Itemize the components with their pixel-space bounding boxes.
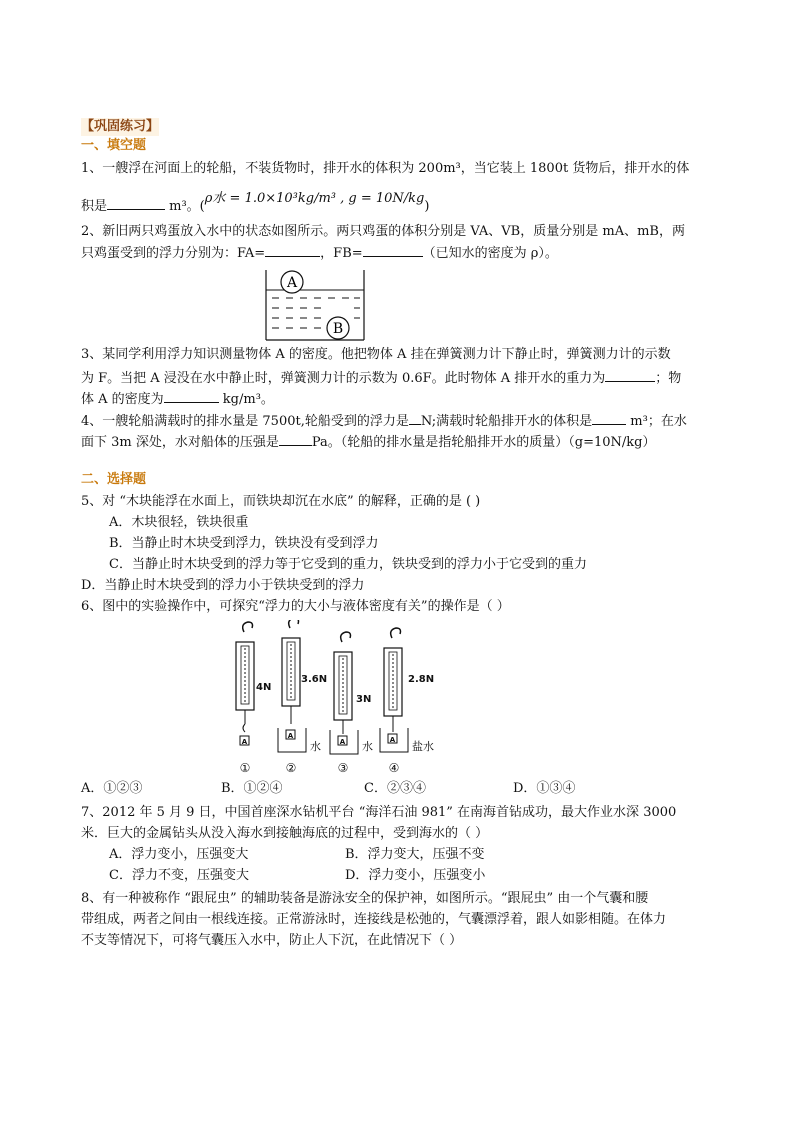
reading-4: 2.8N <box>408 674 435 685</box>
reading-3: 3N <box>356 694 372 705</box>
q4-line2 <box>81 432 656 452</box>
q6-option-d: D．①③④ <box>513 781 576 796</box>
q4-text-e: Pa。（轮船的排水量是指轮船排开水的质量）（g=10N/kg） <box>311 435 656 450</box>
q5-option-b: B．当静止时木块受到浮力，铁块没有受到浮力 <box>109 536 379 551</box>
q6-option-c: C．②③④ <box>364 781 426 796</box>
liquid-4: 盐水 <box>412 740 434 753</box>
q2-text-a: 只鸡蛋受到的浮力分别为：FA= <box>81 246 266 261</box>
q3-line2 <box>81 368 681 388</box>
q6-option-a: A．①②③ <box>81 781 143 796</box>
q1-blank <box>107 196 165 210</box>
q8-line2: 带组成，两者之间由一根线连接。正常游泳时，连接线是松弛的，气囊漂浮着，跟人如影相随。在体力 <box>81 912 667 927</box>
q1-text-a: 积是 <box>81 199 108 214</box>
q3-blank-density <box>164 389 219 403</box>
q3-line3 <box>81 389 274 409</box>
q7-option-d: D．浮力变小，压强变小 <box>345 868 486 883</box>
q7-line1: 7、2012 年 5 月 9 日，中国首座深水钻机平台 “海洋石油 981” 在南海首钻成功，最大作业水深 3000 <box>81 805 677 820</box>
block-4-label: A <box>389 736 396 744</box>
q2-blank-fa <box>265 243 320 257</box>
q5-option-a: A．木块很轻，铁块很重 <box>109 515 249 530</box>
q5-stem: 5、对 “木块能浮在水面上，而铁块却沉在水底” 的解释，正确的是 ( ) <box>81 494 481 509</box>
q3-text-d: kg/m³。 <box>218 392 274 407</box>
section-fill-heading: 一、填空题 <box>81 138 147 153</box>
q2-text-b: ，FB= <box>320 246 363 261</box>
num-3: ③ <box>337 761 349 775</box>
q4-blank-force <box>409 411 421 425</box>
q4-blank-volume <box>592 411 626 425</box>
block-2-label: A <box>287 732 294 740</box>
q3-text-c: 体 A 的密度为 <box>81 392 164 407</box>
reading-1: 4N <box>256 682 272 693</box>
q2-line2 <box>81 243 558 263</box>
q4-text-b: N;满载时轮船排开水的体积是 <box>420 414 593 429</box>
q3-line1: 3、某同学利用浮力知识测量物体 A 的密度。他把物体 A 挂在弹簧测力计下静止时，弹簧测力计的示数 <box>81 347 671 362</box>
num-1: ① <box>239 761 251 775</box>
practice-tag: 【巩固练习】 <box>81 119 160 134</box>
q3-text-a: 为 F。当把 A 浸没在水中静止时，弹簧测力计的示数为 0.6F。此时物体 A 排开水的重力为 <box>81 371 606 386</box>
q6-option-b: B．①②④ <box>221 781 283 796</box>
q4-text-a: 4、一艘轮船满载时的排水量是 7500t,轮船受到的浮力是 <box>81 414 409 429</box>
q7-option-a: A．浮力变小，压强变大 <box>109 847 249 862</box>
q5-option-d: D．当静止时木块受到的浮力小于铁块受到的浮力 <box>81 578 365 593</box>
egg-beaker-figure <box>264 268 369 348</box>
section-choice-heading: 二、选择题 <box>81 472 147 487</box>
spring-scale-figure <box>222 620 472 806</box>
q4-text-d: 面下 3m 深处，水对船体的压强是 <box>81 435 279 450</box>
num-4: ④ <box>388 761 400 775</box>
q7-option-c: C．浮力不变，压强变大 <box>109 868 249 883</box>
num-2: ② <box>285 761 297 775</box>
liquid-3: 水 <box>362 740 373 753</box>
q7-option-b: B．浮力变大，压强不变 <box>345 847 485 862</box>
q2-line1: 2、新旧两只鸡蛋放入水中的状态如图所示。两只鸡蛋的体积分别是 VA、VB，质量分别是 mA、mB，两 <box>81 224 685 239</box>
block-3-label: A <box>339 738 346 746</box>
spring-scale-4 <box>380 628 434 753</box>
q1-formula: ρ水 = 1.0×10³kg/m³ , g = 10N/kg <box>204 191 425 206</box>
q6-stem: 6、图中的实验操作中，可探究“浮力的大小与液体密度有关”的操作是（ ） <box>81 599 510 614</box>
q1-text-c: ) <box>424 199 430 214</box>
q4-line1 <box>81 411 687 431</box>
q2-blank-fb <box>363 243 423 257</box>
egg-b-label: B <box>332 321 344 337</box>
worksheet-lower <box>81 780 721 960</box>
spring-scale-3 <box>330 632 373 754</box>
reading-2: 3.6N <box>301 674 328 685</box>
spring-scale-2 <box>278 620 327 753</box>
spring-scale-1 <box>236 622 271 746</box>
q1-text-b: m³。( <box>165 199 205 214</box>
block-1-label: A <box>241 738 248 746</box>
q3-text-b: ；物 <box>655 371 682 386</box>
q8-line1: 8、有一种被称作 “跟屁虫” 的辅助装备是游泳安全的保护神，如图所示。“跟屁虫” 由一个气囊和腰 <box>81 891 649 906</box>
q2-text-c: （已知水的密度为 ρ）。 <box>422 246 558 261</box>
q1-line1: 1、一艘浮在河面上的轮船，不装货物时，排开水的体积为 200m³，当它装上 1800t 货物后，排开水的体 <box>81 161 690 176</box>
egg-a-label: A <box>286 275 298 291</box>
liquid-2: 水 <box>310 740 321 753</box>
q4-text-c: m³；在水 <box>626 414 687 429</box>
q1-line2 <box>81 191 430 216</box>
q4-blank-pressure <box>279 432 312 446</box>
q3-blank-gravity <box>605 368 655 382</box>
q7-line2: 米．巨大的金属钻头从没入海水到接触海底的过程中，受到海水的（ ） <box>81 826 489 841</box>
q5-option-c: C．当静止时木块受到的浮力等于它受到的重力，铁块受到的浮力小于它受到的重力 <box>109 557 587 572</box>
q8-line3: 不支等情况下，可将气囊压入水中，防止人下沉，在此情况下（ ） <box>81 933 463 948</box>
